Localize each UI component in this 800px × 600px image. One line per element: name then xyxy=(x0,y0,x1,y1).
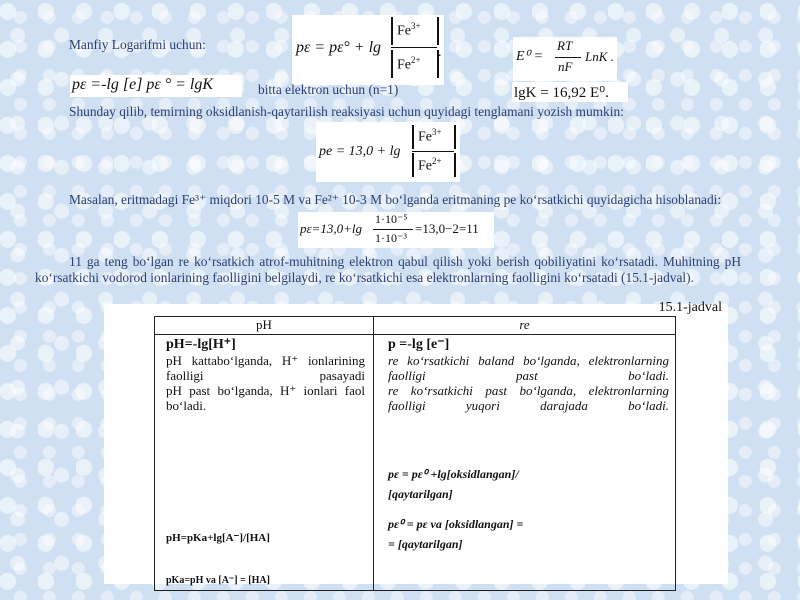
formula-lgk xyxy=(512,82,628,102)
re-text-high: re ko‘rsatkichi baland bo‘lganda, elektronlarning faolligi past bo‘ladi. xyxy=(388,353,669,383)
pe13-lhs: pe = 13,0 + lg xyxy=(319,144,401,159)
formula-pe-13: pe = 13,0 + lg $Fe^{3+}$ $Fe^{2+}$ xyxy=(316,122,460,182)
fe3-label: Fe xyxy=(397,23,411,39)
formula-e0 xyxy=(513,37,617,81)
formula-calculation xyxy=(298,212,494,248)
table-caption: 15.1-jadval xyxy=(658,300,722,315)
shunday-paragraph: Shunday qilib, temirning oksidlanish-qaytarilish reaksiyasi uchun quyidagi tenglamani yozish mumkin: xyxy=(69,104,624,119)
re-definition: p =-lg [e⁻] xyxy=(388,337,450,352)
fe2-sup: 2+ xyxy=(411,55,421,65)
calc-lhs: pε=13,0+lg xyxy=(300,221,363,236)
calc-rhs: =13,0−2=11 xyxy=(415,221,479,236)
e0-rhs: LnK . xyxy=(585,49,614,64)
ph-cell xyxy=(155,335,374,591)
formula-pe-fe-ratio xyxy=(292,15,444,85)
table-image-area xyxy=(104,300,728,586)
e0-den: nF xyxy=(558,59,573,74)
col-header-re: re xyxy=(374,317,676,335)
calc-num: 1·10⁻⁵ xyxy=(375,212,408,226)
fe2-label: Fe xyxy=(397,57,411,73)
pe-def-text: pε =-lg [e] pε ° = lgK xyxy=(72,76,214,93)
lgk-text: lgK = 16,92 E⁰. xyxy=(514,85,609,101)
e0-num: RT xyxy=(557,38,573,53)
formula-pe-definition xyxy=(70,75,242,97)
re-eq1-line2: [qaytarilgan] xyxy=(388,487,453,501)
e0-lhs: E⁰ = xyxy=(516,49,544,64)
formula-period: . xyxy=(438,45,442,60)
pka-eq: pKa=pH va [A⁻] = [HA] xyxy=(166,575,270,586)
re-eq2-line1: pε⁰ = pε va [oksidlangan] = xyxy=(388,517,524,531)
formula-pe-lhs: pε = pε° + lg xyxy=(296,39,382,56)
ph-text-low: pH past bo‘lganda, H⁺ ionlari faol bo‘ladi. xyxy=(166,383,365,413)
re-eq1-line1: pε = pε⁰ +lg[oksidlangan]/ xyxy=(388,467,519,481)
table-15-1 xyxy=(154,316,676,591)
calc-den: 1·10⁻³ xyxy=(375,231,407,245)
ph-text-high: pH kattabo‘lganda, H⁺ ionlarining faolligi pasayadi xyxy=(166,353,365,383)
masalan-paragraph: Masalan, eritmadagi Fe³⁺ miqdori 10-5 M va Fe²⁺ 10-3 M bo‘lganda eritmaning pe ko‘rsatkichi quyidagicha hisoblanadi: xyxy=(69,192,722,207)
bitta-elektron-text: bitta elektron uchun (n=1) xyxy=(258,82,399,97)
manfiy-logarifm-text: Manfiy Logarifmi uchun: xyxy=(69,37,206,52)
ph-henderson-eq: pH=pKa+lg[A⁻]/[HA] xyxy=(166,532,270,544)
col-header-ph: pH xyxy=(155,317,374,335)
paragraph-11: 11 ga teng bo‘lgan re ko‘rsatkich atrof-muhitning elektron qabul qilish yoki berish qobiliyatini ko‘rsatadi. Muhitning pH ko‘rsatkichi vodorod ionlarining faolligini belgilaydi, re ko‘rsatkichi esa elektronlarning faolligini ko‘rsatadi (15.1-jadval). xyxy=(35,254,741,285)
ph-definition: pH=-lg[H⁺] xyxy=(166,337,236,352)
re-cell xyxy=(374,335,676,591)
re-text-low: re ko‘rsatkichi past bo‘lganda, elektronlarning faolligi yuqori darajada bo‘ladi. xyxy=(388,383,669,413)
re-eq2-line2: = [qaytarilgan] xyxy=(388,537,463,551)
fe3-sup: 3+ xyxy=(411,21,421,31)
